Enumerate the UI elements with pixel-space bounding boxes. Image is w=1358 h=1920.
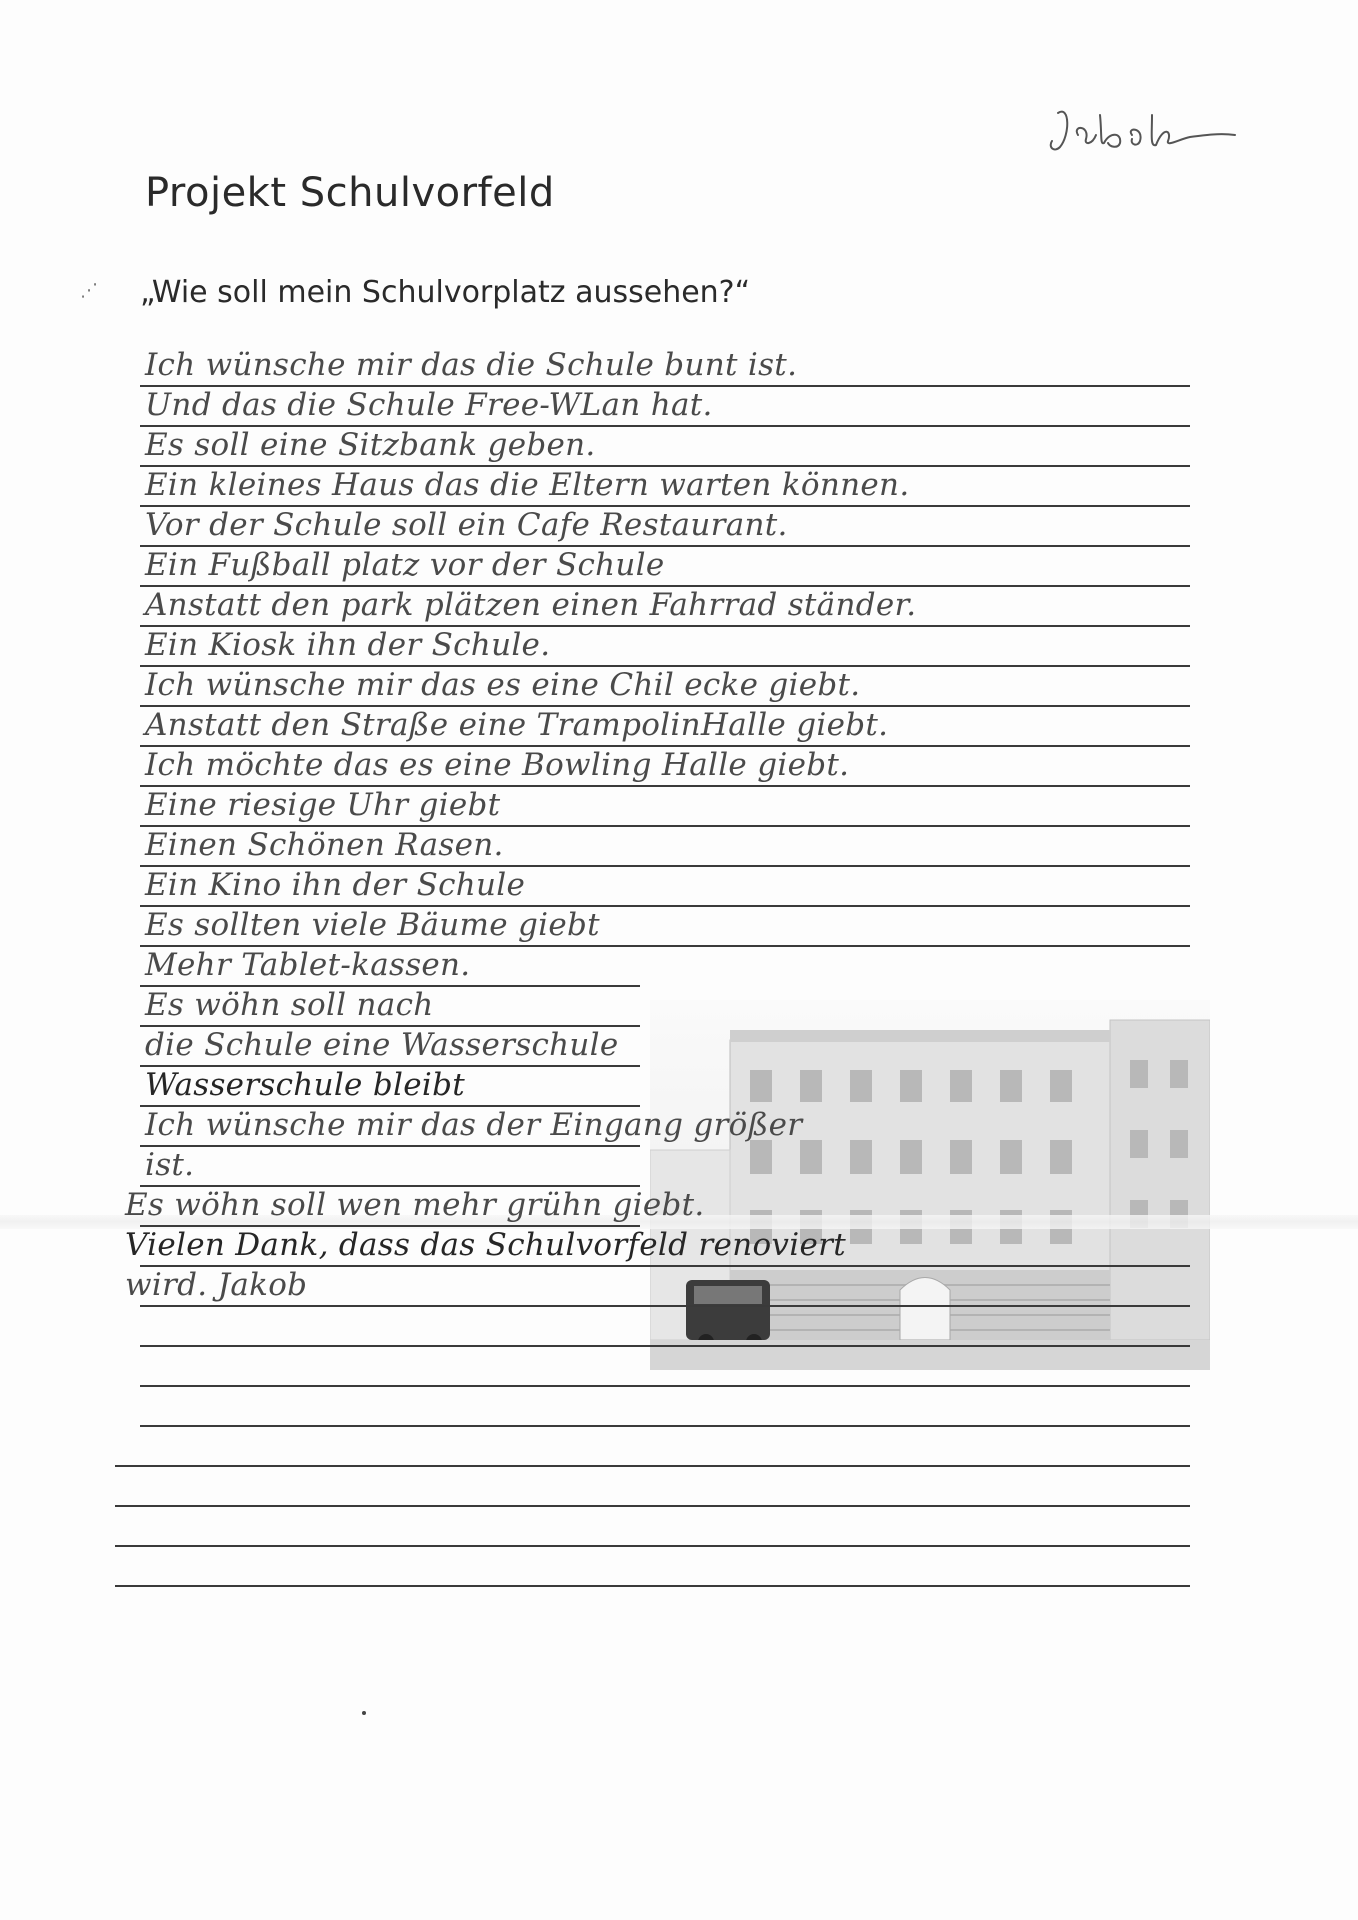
handwritten-line: Ein Fußball platz vor der Schule (145, 547, 665, 583)
handwritten-line: Vielen Dank, dass das Schulvorfeld renoviert (125, 1227, 846, 1263)
writing-rule (140, 1305, 1190, 1307)
handwritten-line: wird. Jakob (125, 1267, 308, 1303)
writing-rule (140, 1345, 1190, 1347)
handwritten-line: ist. (145, 1147, 195, 1183)
handwritten-line: Einen Schönen Rasen. (145, 827, 504, 863)
handwritten-line: Es wöhn soll wen mehr grühn giebt. (125, 1187, 705, 1223)
handwritten-line: Es sollten viele Bäume giebt (145, 907, 600, 943)
handwritten-line: Ich wünsche mir das es eine Chil ecke giebt. (145, 667, 861, 703)
handwritten-line: Und das die Schule Free-WLan hat. (145, 387, 713, 423)
handwritten-line: Vor der Schule soll ein Cafe Restaurant. (145, 507, 788, 543)
stray-dot (362, 1711, 366, 1715)
handwritten-line: die Schule eine Wasserschule (145, 1027, 619, 1063)
writing-rule (115, 1545, 1190, 1547)
handwritten-line: Es soll eine Sitzbank geben. (145, 427, 596, 463)
signature (1040, 95, 1240, 165)
worksheet-title: Projekt Schulvorfeld (145, 170, 555, 216)
handwritten-line: Anstatt den park plätzen einen Fahrrad ständer. (145, 587, 917, 623)
handwritten-line: Wasserschule bleibt (145, 1067, 465, 1103)
handwritten-line: Anstatt den Straße eine TrampolinHalle giebt. (145, 707, 889, 743)
writing-rule (115, 1505, 1190, 1507)
handwritten-line: Ein Kiosk ihn der Schule. (145, 627, 551, 663)
handwritten-line: Es wöhn soll nach (145, 987, 434, 1023)
school-building-photo (650, 1000, 1210, 1370)
writing-rule (140, 1145, 640, 1147)
handwritten-line: Ich wünsche mir das der Eingang größer (145, 1107, 803, 1143)
margin-mark: ⋰ (80, 280, 98, 301)
handwritten-line: Ein kleines Haus das die Eltern warten können. (145, 467, 910, 503)
handwritten-line: Mehr Tablet-kassen. (145, 947, 471, 983)
handwritten-line: Ein Kino ihn der Schule (145, 867, 526, 903)
writing-rule (115, 1465, 1190, 1467)
writing-rule (140, 1425, 1190, 1427)
worksheet-question: „Wie soll mein Schulvorplatz aussehen?“ (140, 275, 751, 310)
writing-rule (115, 1585, 1190, 1587)
writing-rule (140, 1385, 1190, 1387)
handwritten-line: Eine riesige Uhr giebt (145, 787, 501, 823)
handwritten-line: Ich wünsche mir das die Schule bunt ist. (145, 347, 798, 383)
handwritten-line: Ich möchte das es eine Bowling Halle giebt. (145, 747, 850, 783)
